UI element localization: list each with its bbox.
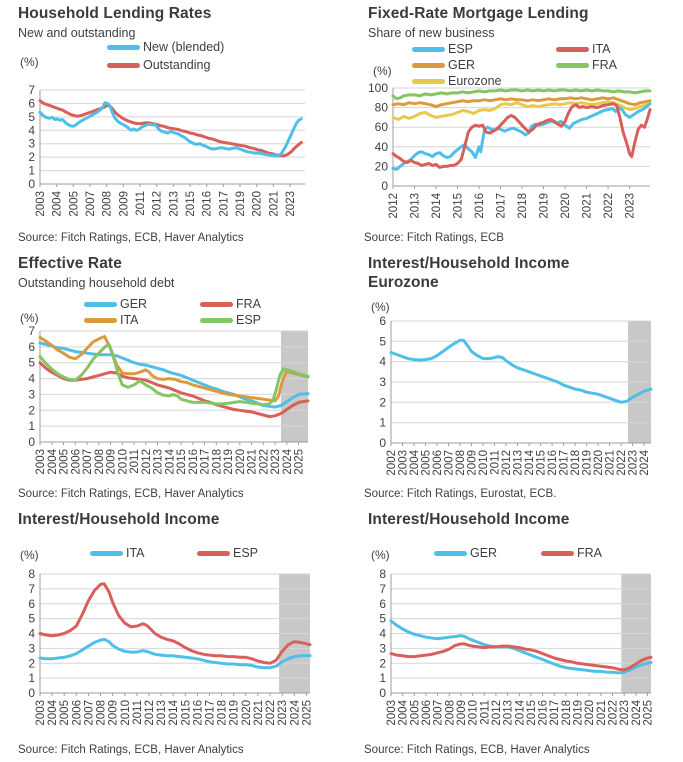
- chart-title: Effective Rate: [18, 255, 122, 272]
- x-tick-label: 2024: [630, 700, 643, 726]
- x-tick-label: 2013: [512, 450, 525, 476]
- y-tick-label: 4: [28, 371, 35, 386]
- x-tick-label: 2004: [409, 450, 421, 476]
- x-tick-label: 2009: [105, 449, 118, 475]
- y-tick-label: 3: [28, 387, 35, 402]
- x-tick-label: 2017: [218, 191, 231, 217]
- x-tick-label: 2014: [524, 450, 537, 476]
- line-chart: [0, 250, 341, 506]
- x-tick-label: 2019: [581, 450, 594, 476]
- chart-title: Interest/Household Income: [368, 511, 570, 528]
- y-tick-label: 80: [374, 100, 388, 115]
- x-tick-label: 2013: [168, 191, 181, 217]
- line-chart: [341, 506, 683, 762]
- x-tick-label: 2008: [444, 700, 457, 726]
- y-tick-label: 7: [28, 324, 35, 338]
- x-tick-label: 2007: [82, 449, 94, 475]
- x-tick-label: 2023: [270, 449, 283, 475]
- x-tick-label: 2017: [199, 449, 212, 475]
- x-tick-label: 2008: [101, 191, 114, 217]
- x-tick-label: 2007: [83, 700, 96, 726]
- x-tick-label: 2018: [517, 193, 529, 219]
- legend-label: New (blended): [143, 40, 225, 54]
- x-tick-label: 2012: [140, 449, 153, 475]
- x-tick-label: 2023: [619, 700, 632, 726]
- y-tick-label: 3: [379, 641, 386, 656]
- y-tick-label: 6: [28, 339, 35, 354]
- y-axis-unit-label: (%): [20, 548, 39, 562]
- x-tick-label: 2021: [595, 700, 608, 726]
- x-tick-label: 2018: [216, 700, 229, 726]
- y-axis-unit-label: (%): [20, 311, 39, 325]
- y-tick-label: 4: [379, 354, 386, 369]
- x-tick-label: 2011: [489, 450, 502, 475]
- panel-interest-household-income-eurozone: [341, 250, 683, 506]
- x-tick-label: 2002: [386, 450, 398, 476]
- y-tick-label: 8: [28, 567, 35, 581]
- legend-label: GER: [470, 546, 498, 560]
- legend-label: FRA: [577, 546, 602, 560]
- y-tick-label: 6: [379, 596, 386, 611]
- x-tick-label: 2014: [514, 700, 527, 726]
- x-tick-label: 2025: [642, 700, 655, 726]
- y-tick-label: 5: [28, 109, 35, 124]
- x-tick-label: 2015: [176, 449, 189, 475]
- x-tick-label: 2004: [47, 700, 60, 726]
- y-tick-label: 0: [379, 436, 386, 450]
- x-tick-label: 2006: [421, 700, 433, 726]
- x-tick-label: 2024: [639, 450, 652, 476]
- x-tick-label: 2016: [201, 191, 214, 217]
- x-tick-label: 2022: [616, 450, 629, 476]
- chart-title: Fixed-Rate Mortgage Lending: [368, 5, 589, 22]
- x-tick-label: 2015: [452, 193, 465, 219]
- y-tick-label: 1: [379, 671, 386, 686]
- chart-subtitle: Outstanding household debt: [18, 276, 175, 290]
- x-tick-label: 2012: [388, 193, 400, 219]
- x-tick-label: 2013: [156, 700, 169, 726]
- y-tick-label: 40: [374, 139, 388, 154]
- x-tick-label: 2007: [85, 191, 97, 217]
- panel-effective-rate: [0, 250, 341, 506]
- x-tick-label: 2007: [432, 700, 445, 726]
- y-tick-label: 2: [28, 150, 35, 165]
- x-tick-label: 2023: [285, 191, 297, 217]
- x-tick-label: 2015: [185, 191, 197, 217]
- y-tick-label: 2: [379, 395, 386, 410]
- line-chart: [341, 250, 683, 506]
- x-tick-label: 2017: [204, 700, 217, 726]
- y-axis-unit-label: (%): [373, 64, 392, 78]
- x-tick-label: 2023: [277, 700, 290, 726]
- x-tick-label: 2022: [607, 700, 620, 726]
- panel-interest-household-income-ita-esp: [0, 506, 341, 762]
- x-tick-label: 2007: [443, 450, 456, 476]
- x-tick-label: 2019: [538, 193, 551, 219]
- x-tick-label: 2015: [535, 450, 548, 476]
- source-note: Source: Fitch Ratings, ECB: [364, 232, 504, 244]
- x-tick-label: 2019: [572, 700, 585, 726]
- x-tick-label: 2025: [293, 449, 306, 475]
- x-tick-label: 2022: [603, 193, 616, 219]
- x-tick-label: 2005: [420, 450, 433, 476]
- x-tick-label: 2016: [547, 450, 560, 476]
- x-tick-label: 2021: [581, 193, 594, 219]
- x-tick-label: 2020: [584, 700, 597, 726]
- y-tick-label: 7: [379, 581, 386, 596]
- series-line-esp: [393, 104, 650, 170]
- chart-title: Household Lending Rates: [18, 5, 212, 22]
- x-tick-label: 2005: [58, 449, 71, 475]
- legend-label: GER: [448, 58, 476, 72]
- x-tick-label: 2014: [164, 449, 177, 475]
- x-tick-label: 2020: [234, 449, 247, 475]
- x-tick-label: 2013: [502, 700, 515, 726]
- legend-label: FRA: [592, 58, 617, 72]
- legend-label: ESP: [448, 42, 474, 56]
- x-tick-label: 2021: [604, 450, 617, 476]
- y-tick-label: 4: [28, 626, 35, 641]
- y-tick-label: 5: [28, 355, 35, 370]
- line-chart: [0, 0, 341, 250]
- y-tick-label: 2: [28, 403, 35, 418]
- y-tick-label: 1: [379, 415, 386, 430]
- source-note: Source: Fitch Ratings, ECB, Haver Analytics: [18, 488, 244, 500]
- y-tick-label: 0: [381, 179, 388, 193]
- x-tick-label: 2003: [397, 450, 410, 476]
- x-tick-label: 2008: [455, 450, 467, 476]
- legend-label: Outstanding: [143, 58, 211, 72]
- x-tick-label: 2006: [70, 449, 83, 475]
- x-tick-label: 2018: [570, 450, 583, 476]
- x-tick-label: 2019: [235, 191, 247, 217]
- x-tick-label: 2018: [211, 449, 224, 475]
- source-note: Source: Fitch Ratings, ECB, Haver Analytics: [18, 744, 244, 756]
- x-tick-label: 2010: [119, 700, 132, 726]
- panel-household-lending-rates: [0, 0, 341, 250]
- panel-interest-household-income-ger-fra: [341, 506, 683, 762]
- line-chart: [0, 506, 341, 762]
- x-tick-label: 2019: [228, 700, 241, 726]
- y-tick-label: 20: [374, 159, 388, 174]
- x-tick-label: 2021: [268, 191, 281, 217]
- y-tick-label: 6: [28, 596, 35, 611]
- x-tick-label: 2003: [35, 700, 47, 726]
- series-line-outstanding: [40, 101, 301, 156]
- series-line-eurozone: [391, 340, 651, 402]
- x-tick-label: 2009: [466, 450, 479, 476]
- chart-title-line2: Eurozone: [368, 274, 439, 291]
- y-tick-label: 5: [379, 334, 386, 349]
- x-tick-label: 2020: [560, 193, 573, 219]
- chart-title: Interest/Household Income: [18, 511, 220, 528]
- x-tick-label: 2005: [68, 191, 81, 217]
- source-note: Source: Fitch Ratings, Eurostat, ECB.: [364, 488, 557, 500]
- x-tick-label: 2008: [93, 449, 106, 475]
- y-tick-label: 5: [28, 611, 35, 626]
- y-tick-label: 6: [379, 314, 386, 328]
- source-note: Source: Fitch Ratings, ECB, Haver Analytics: [18, 232, 244, 244]
- x-tick-label: 2017: [558, 450, 571, 476]
- legend-label: Eurozone: [448, 74, 502, 88]
- y-tick-label: 0: [379, 686, 386, 700]
- x-tick-label: 2011: [129, 449, 141, 474]
- x-tick-label: 2015: [180, 700, 193, 726]
- x-tick-label: 2009: [118, 191, 131, 217]
- x-tick-label: 2021: [246, 449, 259, 475]
- x-tick-label: 2025: [301, 700, 314, 726]
- x-tick-label: 2011: [479, 700, 492, 725]
- y-tick-label: 3: [28, 136, 35, 151]
- series-line-fra: [391, 644, 651, 670]
- x-tick-label: 2004: [397, 700, 410, 726]
- chart-subtitle: New and outstanding: [18, 26, 136, 40]
- y-tick-label: 100: [367, 81, 388, 95]
- legend-label: ITA: [120, 313, 139, 327]
- x-tick-label: 2015: [525, 700, 538, 726]
- legend-label: ESP: [233, 546, 259, 560]
- y-tick-label: 6: [28, 96, 35, 111]
- x-tick-label: 2012: [501, 450, 513, 476]
- chart-subtitle: Share of new business: [368, 26, 495, 40]
- x-tick-label: 2010: [117, 449, 130, 475]
- chart-title: Interest/Household Income: [368, 255, 570, 272]
- x-tick-label: 2003: [35, 191, 47, 217]
- legend-label: ITA: [126, 546, 145, 560]
- legend-label: FRA: [236, 297, 261, 311]
- y-tick-label: 3: [379, 375, 386, 389]
- y-tick-label: 0: [28, 435, 35, 449]
- y-tick-label: 2: [379, 656, 386, 671]
- x-tick-label: 2017: [549, 700, 562, 726]
- x-tick-label: 2013: [409, 193, 422, 219]
- x-tick-label: 2014: [168, 700, 181, 726]
- x-tick-label: 2009: [456, 700, 468, 726]
- x-tick-label: 2011: [131, 700, 144, 725]
- x-tick-label: 2016: [474, 193, 486, 219]
- y-tick-label: 5: [379, 611, 386, 626]
- x-tick-label: 2004: [46, 449, 59, 475]
- x-tick-label: 2010: [478, 450, 490, 476]
- x-tick-label: 2012: [144, 700, 156, 726]
- y-tick-label: 4: [379, 626, 386, 641]
- x-tick-label: 2020: [240, 700, 253, 726]
- x-tick-label: 2009: [107, 700, 120, 726]
- x-tick-label: 2024: [281, 449, 294, 475]
- x-tick-label: 2005: [409, 700, 422, 726]
- y-tick-label: 8: [379, 567, 386, 581]
- x-tick-label: 2005: [59, 700, 72, 726]
- x-tick-label: 2006: [71, 700, 84, 726]
- x-tick-label: 2013: [152, 449, 165, 475]
- x-tick-label: 2016: [537, 700, 550, 726]
- x-tick-label: 2003: [35, 449, 47, 475]
- x-tick-label: 2011: [135, 191, 147, 216]
- x-tick-label: 2017: [495, 193, 508, 219]
- x-tick-label: 2008: [95, 700, 108, 726]
- x-tick-label: 2010: [467, 700, 480, 726]
- x-tick-label: 2023: [624, 193, 637, 219]
- x-tick-label: 2016: [192, 700, 205, 726]
- x-tick-label: 2023: [627, 450, 640, 476]
- x-tick-label: 2022: [265, 700, 277, 726]
- panel-fixed-rate-mortgage-lending: [341, 0, 683, 250]
- legend-label: GER: [120, 297, 148, 311]
- x-tick-label: 2012: [490, 700, 503, 726]
- x-tick-label: 2003: [386, 700, 398, 726]
- y-axis-unit-label: (%): [20, 55, 39, 69]
- y-tick-label: 7: [28, 581, 35, 596]
- x-tick-label: 2020: [593, 450, 606, 476]
- y-tick-label: 3: [28, 641, 35, 656]
- y-tick-label: 7: [28, 83, 35, 97]
- legend-label: ITA: [592, 42, 611, 56]
- y-axis-unit-label: (%): [371, 548, 390, 562]
- series-line-ita: [393, 104, 650, 168]
- y-axis-unit-label: (%): [371, 300, 390, 314]
- x-tick-label: 2016: [187, 449, 200, 475]
- y-tick-label: 0: [28, 177, 35, 191]
- forecast-shading: [281, 331, 308, 442]
- series-line-fra: [40, 363, 308, 417]
- y-tick-label: 2: [28, 656, 35, 671]
- y-tick-label: 4: [28, 123, 35, 138]
- x-tick-label: 2018: [560, 700, 573, 726]
- y-tick-label: 60: [374, 120, 388, 135]
- x-tick-label: 2020: [251, 191, 264, 217]
- y-tick-label: 1: [28, 419, 35, 434]
- y-tick-label: 1: [28, 671, 35, 686]
- legend-label: ESP: [236, 313, 262, 327]
- x-tick-label: 2021: [252, 700, 265, 726]
- x-tick-label: 2019: [223, 449, 236, 475]
- x-tick-label: 2024: [289, 700, 302, 726]
- x-tick-label: 2022: [258, 449, 271, 475]
- x-tick-label: 2012: [151, 191, 164, 217]
- x-tick-label: 2004: [51, 191, 64, 217]
- y-tick-label: 1: [28, 163, 35, 178]
- x-tick-label: 2006: [432, 450, 444, 476]
- y-tick-label: 0: [28, 686, 35, 700]
- source-note: Source: Fitch Ratings, ECB, Haver Analytics: [364, 744, 590, 756]
- line-chart: [341, 0, 683, 250]
- x-tick-label: 2014: [431, 193, 443, 219]
